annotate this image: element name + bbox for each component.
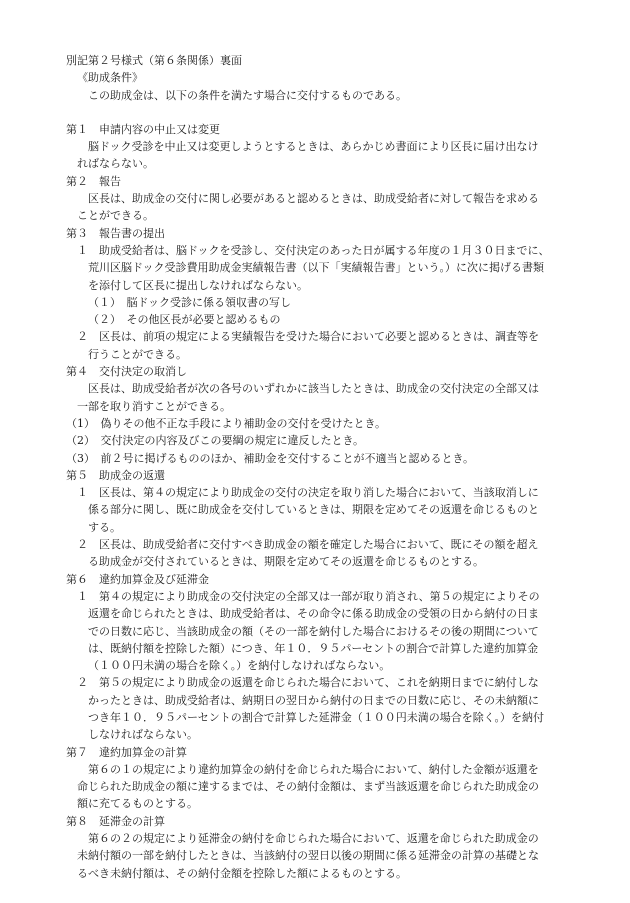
item-line: かったときは、助成受給者は、納期日の翌日から納付の日までの日数に応じ、その未納額に	[88, 693, 539, 707]
section-body-line: 額に充てるものとする。	[77, 797, 198, 811]
item-line: 返還を命じられたときは、助成受給者は、その命令に係る助成金の受領の日から納付の日ま	[88, 607, 539, 621]
section-heading: 第７ 違約加算金の計算	[66, 745, 187, 759]
section-body-line: ればならない。	[77, 157, 154, 171]
section-body-line: 第６の２の規定により延滞金の納付を命じられた場合において、返還を命じられた助成金の	[88, 832, 539, 846]
subitem-line: （２） その他区長が必要と認めるもの	[88, 313, 281, 327]
item-line: する。	[88, 520, 121, 534]
section-heading: 第３ 報告書の提出	[66, 226, 165, 240]
conditions-title: 《助成条件》	[77, 71, 143, 85]
section-body-line: 未納付額の一部を納付したときは、当該納付の翌日以後の期間に係る延滞金の計算の基礎とな	[77, 849, 539, 863]
section-body-line: 一部を取り消すことができる。	[77, 399, 231, 413]
item-line: を添付して区長に提出しなければならない。	[88, 278, 308, 292]
section-heading: 第５ 助成金の返還	[66, 468, 165, 482]
subitem-line: （2） 交付決定の内容及びこの要綱の規定に違反したとき。	[66, 434, 365, 448]
section-heading: 第２ 報告	[66, 174, 121, 188]
subitem-line: （3） 前２号に掲げるもののほか、補助金を交付することが不適当と認めるとき。	[66, 451, 475, 465]
item-line: ２ 区長は、前項の規定による実績報告を受けた場合において必要と認めるときは、調査等を	[77, 330, 539, 344]
section-body-line: 命じられた助成金の額に達するまでは、その納付金額は、まず当該返還を命じられた助成金の	[77, 780, 539, 794]
section-body-line: ことができる。	[77, 209, 154, 223]
section-heading: 第６ 違約加算金及び延滞金	[66, 572, 209, 586]
section-body-line: 脳ドック受診を中止又は変更しようとするときは、あらかじめ書面により区長に届け出なけ	[88, 140, 539, 154]
section-heading: 第４ 交付決定の取消し	[66, 365, 187, 379]
item-line: 荒川区脳ドック受診費用助成金実績報告書（以下「実績報告書」という。）に次に掲げる書類	[88, 261, 545, 275]
item-line: は、既納付額を控除した額）につき、年１０．９５パーセントの割合で計算した違約加算金	[88, 641, 539, 655]
subitem-line: （1） 偽りその他不正な手段により補助金の交付を受けたとき。	[66, 416, 387, 430]
section-heading: 第１ 申請内容の中止又は変更	[66, 122, 220, 136]
section-body-line: るべき未納付額は、その納付金額を控除した額によるものとする。	[77, 866, 407, 880]
item-line: １ 区長は、第４の規定により助成金の交付の決定を取り消した場合において、当該取消しに	[77, 486, 539, 500]
section-body-line: 区長は、助成金の交付に関し必要があると認めるときは、助成受給者に対して報告を求める	[88, 192, 539, 206]
section-body-line: 第６の１の規定により違約加算金の納付を命じられた場合において、納付した金額が返還を	[88, 762, 539, 776]
item-line: ２ 区長は、助成受給者に交付すべき助成金の額を確定した場合において、既にその額を超え	[77, 538, 539, 552]
section-heading: 第８ 延滞金の計算	[66, 814, 165, 828]
item-line: つき年１０．９５パーセントの割合で計算した延滞金（１００円未満の場合を除く。）を納付	[88, 710, 545, 724]
item-line: １ 第４の規定により助成金の交付決定の全部又は一部が取り消され、第５の規定によりその	[77, 589, 540, 603]
intro-text: この助成金は、以下の条件を満たす場合に交付するものである。	[88, 88, 407, 102]
subitem-line: （１） 脳ドック受診に係る領収書の写し	[88, 295, 292, 309]
item-line: 係る部分に関し、既に助成金を交付しているときは、期限を定めてその返還を命じるものと	[88, 503, 539, 517]
item-line: しなければならない。	[88, 728, 198, 742]
item-line: 行うことができる。	[88, 347, 187, 361]
item-line: １ 助成受給者は、脳ドックを受診し、交付決定のあった日が属する年度の１月３０日までに、	[77, 243, 550, 257]
item-line: ２ 第５の規定により助成金の返還を命じられた場合において、これを納期日までに納付しな	[77, 676, 539, 690]
item-line: での日数に応じ、当該助成金の額（その一部を納付した場合におけるその後の期間について	[88, 624, 539, 638]
item-line: る助成金が交付されているときは、期限を定めてその返還を命じるものとする。	[88, 555, 484, 569]
form-header: 別記第２号様式（第６条関係）裏面	[66, 54, 242, 67]
item-line: （１００円未満の場合を除く。）を納付しなければならない。	[88, 659, 391, 673]
section-body-line: 区長は、助成受給者が次の各号のいずれかに該当したときは、助成金の交付決定の全部又は	[88, 382, 539, 396]
spacer	[66, 104, 566, 121]
document-content	[66, 52, 566, 882]
